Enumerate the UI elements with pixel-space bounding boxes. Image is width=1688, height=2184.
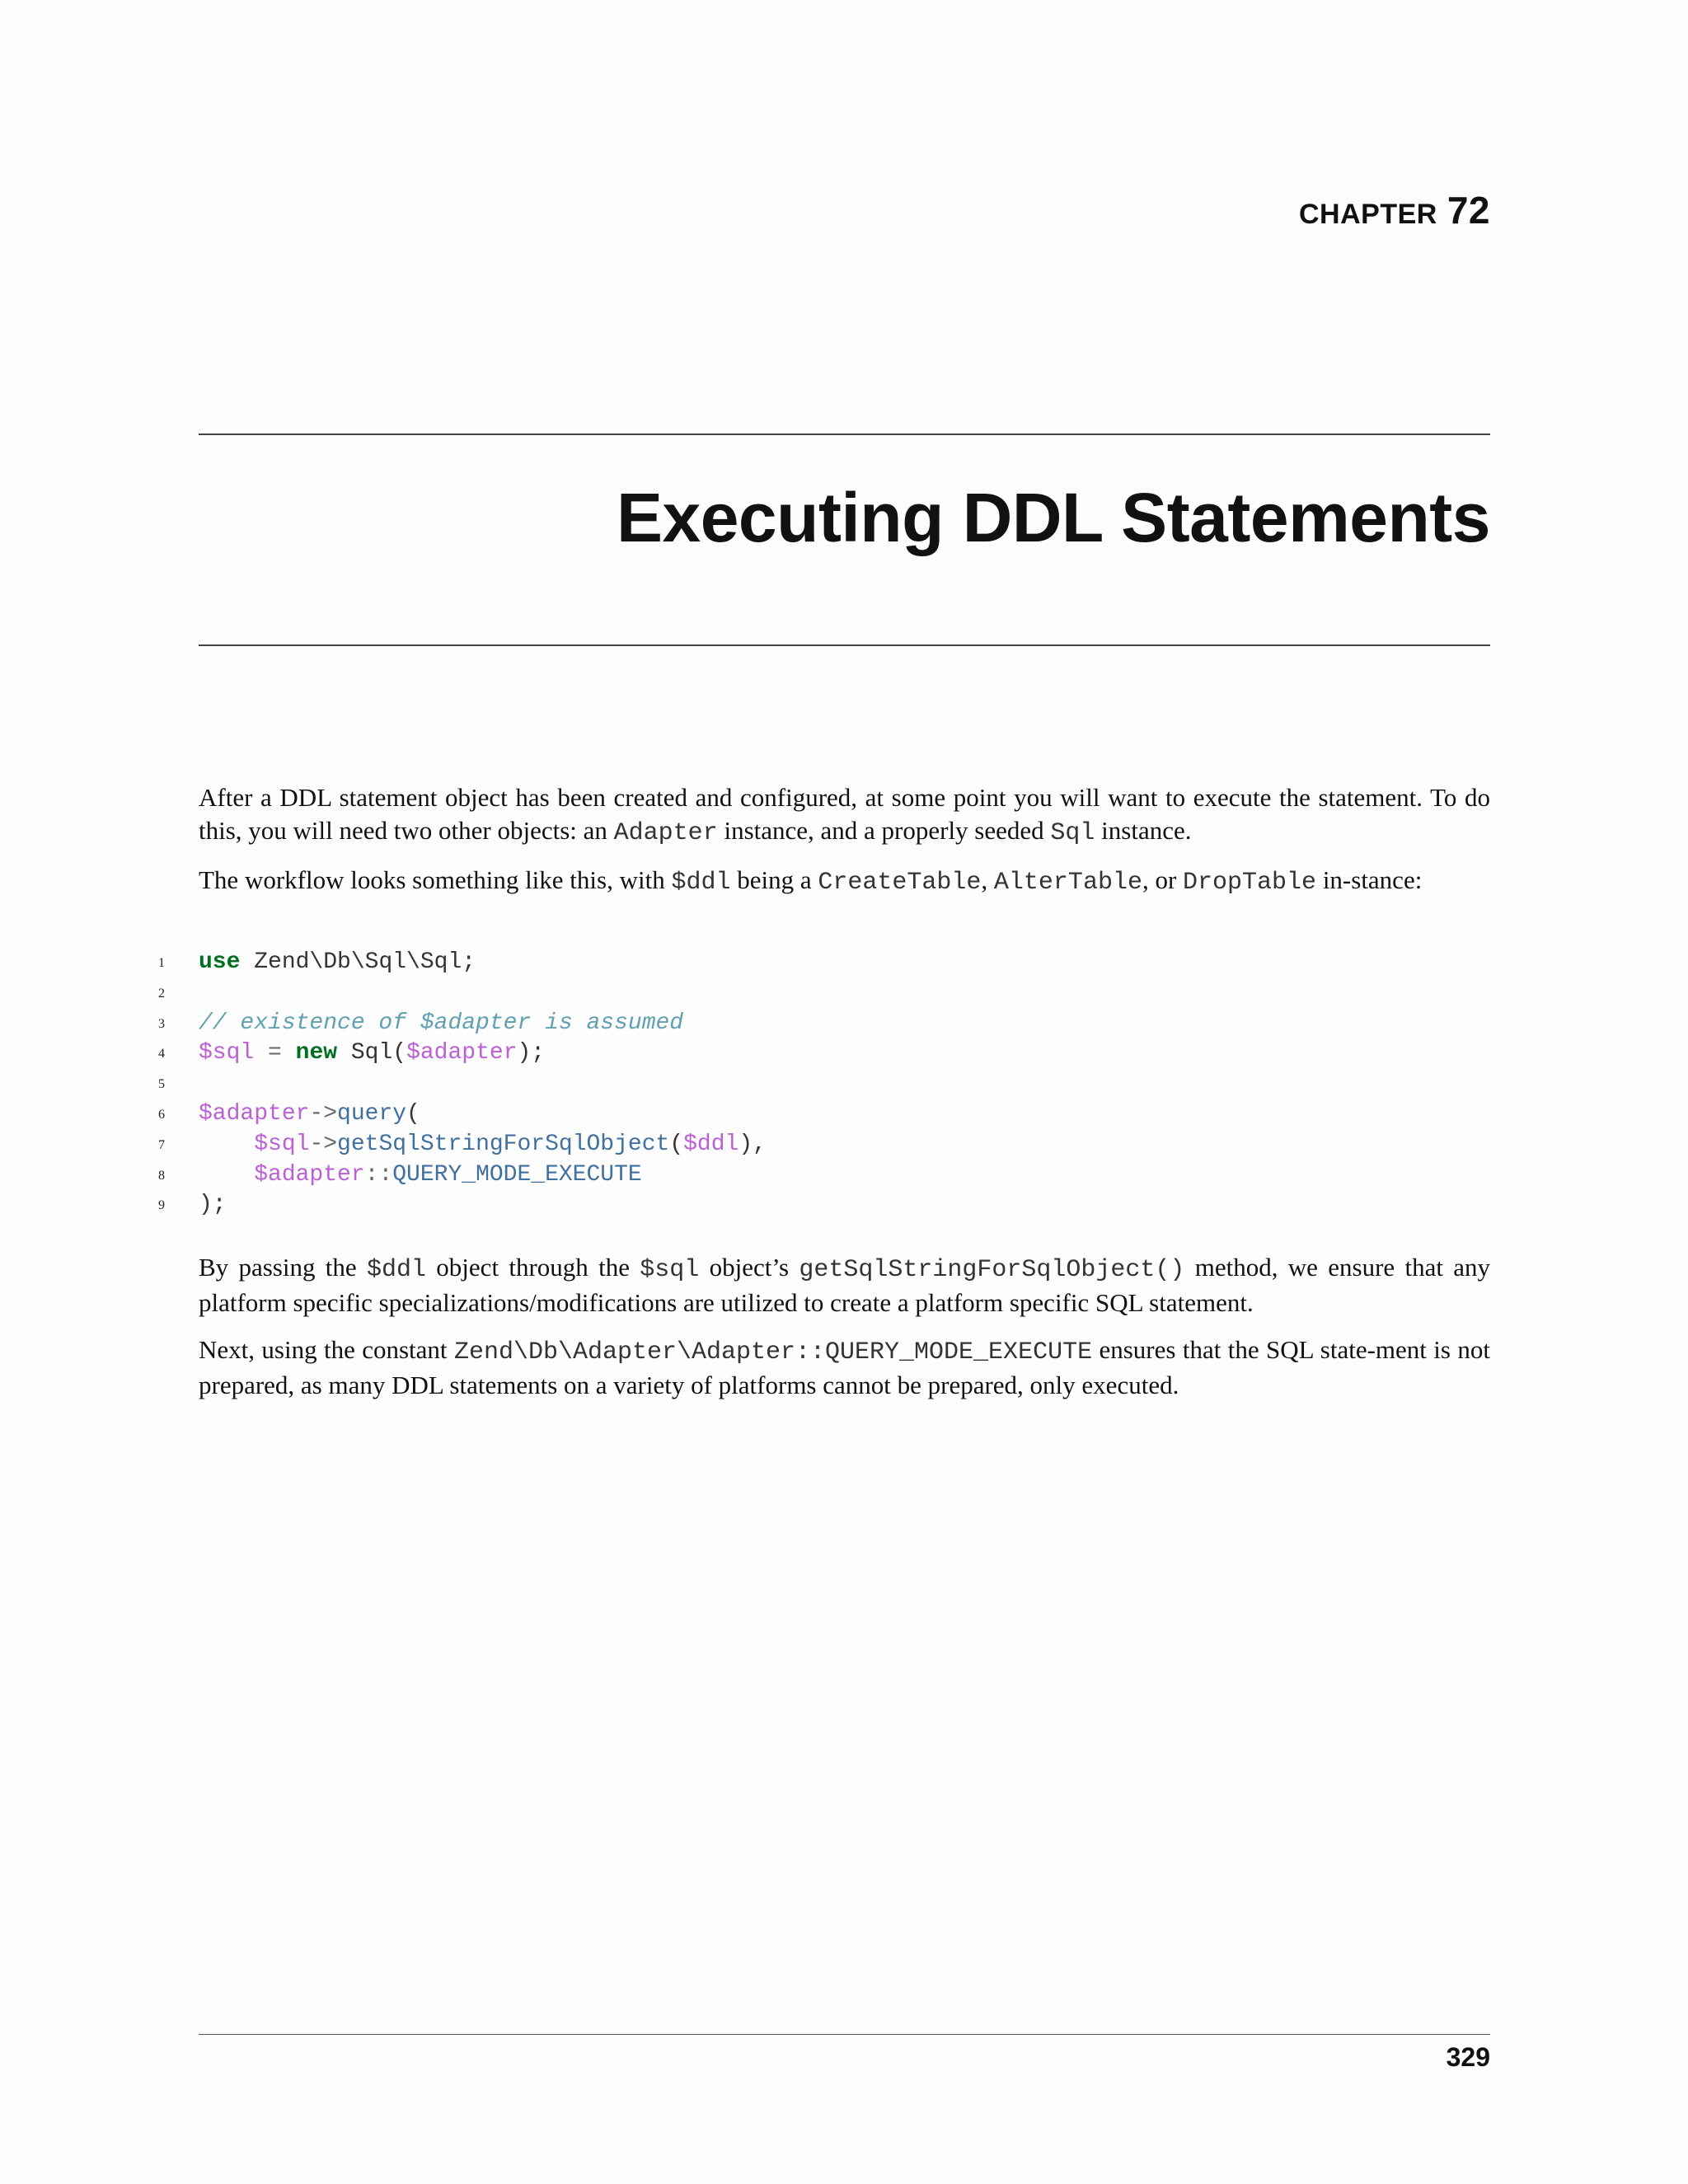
code-line <box>0 1190 1688 1221</box>
line-number: 8 <box>158 1168 165 1183</box>
code-keyword: use <box>199 949 241 975</box>
inline-code: Sql <box>1050 819 1095 847</box>
code-line <box>0 1099 1688 1130</box>
paragraph-explanation <box>199 1251 1490 1319</box>
text-run: object’s <box>699 1253 799 1282</box>
text-run: instance, and a properly seeded <box>717 816 1051 845</box>
code-line <box>0 1009 1688 1039</box>
code-text <box>199 1160 642 1190</box>
page-number: 329 <box>1446 2042 1490 2072</box>
inline-code: Adapter <box>613 819 718 847</box>
line-number: 9 <box>158 1198 165 1213</box>
code-plain: ( <box>669 1131 684 1157</box>
text-run: ensures that the SQL state-ment is not prepared, as many DDL statements on a variety of platforms cannot be prepared, only executed. <box>199 1335 1490 1399</box>
code-line <box>0 1069 1688 1099</box>
text-run: After a DDL statement object has been created and configured, at some point you will want to execute the statement. To do this, you will need two other objects: an <box>199 783 1490 845</box>
code-text <box>199 948 476 977</box>
paragraph-workflow-text <box>199 864 1490 899</box>
inline-code: Zend\Db\Adapter\Adapter::QUERY_MODE_EXECUTE <box>453 1338 1093 1366</box>
code-operator: :: <box>364 1161 393 1188</box>
code-plain: Sql( <box>337 1040 407 1066</box>
code-operator: -> <box>309 1131 338 1157</box>
line-number: 7 <box>158 1137 165 1152</box>
code-line <box>0 948 1688 978</box>
inline-code: $ddl <box>671 869 731 897</box>
inline-code: AlterTable <box>993 869 1142 897</box>
text-run: The workflow looks something like this, with <box>199 865 672 894</box>
code-operator: -> <box>309 1100 338 1127</box>
text-run: being a <box>730 865 818 894</box>
text-run: , or <box>1142 865 1184 894</box>
code-text <box>199 1009 683 1038</box>
paragraph-intro-text <box>199 781 1490 850</box>
code-variable: $ddl <box>683 1131 739 1157</box>
inline-code: $sql <box>640 1256 700 1284</box>
line-number: 1 <box>158 956 165 970</box>
code-text <box>199 1130 767 1160</box>
line-number: 2 <box>158 986 165 1001</box>
code-function: getSqlStringForSqlObject <box>337 1131 670 1157</box>
code-line <box>0 1130 1688 1160</box>
page-title: Executing DDL Statements <box>616 479 1490 556</box>
paragraph-intro <box>199 781 1490 850</box>
code-variable: $sql <box>254 1131 310 1157</box>
code-variable: $sql <box>199 1040 255 1066</box>
text-run: method, we ensure that any platform specific specializations/modifications are utilized to create a platform specific SQL statement. <box>199 1253 1491 1317</box>
footer-rule <box>199 2034 1490 2035</box>
code-text <box>199 1038 545 1068</box>
title-rule-bottom <box>199 644 1490 646</box>
code-comment: // existence of $adapter is assumed <box>199 1010 684 1036</box>
paragraph-constant-text <box>199 1333 1490 1402</box>
paragraph-workflow <box>199 864 1490 899</box>
code-line <box>0 1160 1688 1191</box>
title-rule-top <box>199 434 1490 435</box>
paragraph-explanation-text <box>199 1251 1490 1319</box>
code-line <box>0 978 1688 1009</box>
text-run: instance. <box>1095 816 1192 845</box>
code-operator: = <box>254 1040 296 1066</box>
line-number: 6 <box>158 1107 165 1122</box>
chapter-word: CHAPTER <box>1298 199 1437 230</box>
paragraph-constant <box>199 1333 1490 1402</box>
code-plain: ); <box>199 1192 227 1218</box>
text-run: in-stance: <box>1316 865 1423 894</box>
text-run: object through the <box>426 1253 640 1282</box>
code-keyword: new <box>295 1040 338 1066</box>
code-plain: ( <box>406 1100 420 1127</box>
code-line <box>0 1038 1688 1069</box>
text-run: Next, using the constant <box>199 1335 454 1364</box>
code-variable: $adapter <box>254 1161 365 1188</box>
inline-code: $ddl <box>366 1256 426 1284</box>
code-variable: $adapter <box>199 1100 310 1127</box>
code-indent <box>199 1132 254 1157</box>
inline-code: DropTable <box>1183 869 1317 897</box>
code-text <box>199 1190 227 1220</box>
chapter-number: 72 <box>1447 189 1490 232</box>
code-block <box>0 948 1688 1221</box>
code-function: query <box>337 1100 407 1127</box>
code-plain: Zend\Db\Sql\Sql; <box>240 949 476 975</box>
text-run: By passing the <box>199 1253 367 1282</box>
code-indent <box>199 1162 254 1188</box>
inline-code: getSqlStringForSqlObject() <box>799 1256 1185 1284</box>
inline-code: CreateTable <box>818 869 982 897</box>
line-number: 3 <box>158 1016 165 1031</box>
chapter-label <box>1299 188 1490 232</box>
code-constant: QUERY_MODE_EXECUTE <box>392 1161 642 1188</box>
line-number: 4 <box>158 1047 165 1062</box>
text-run: , <box>981 865 994 894</box>
code-plain: ), <box>738 1131 767 1157</box>
code-variable: $adapter <box>406 1040 518 1066</box>
line-number: 5 <box>158 1077 165 1092</box>
code-text <box>199 1099 420 1129</box>
code-plain: ); <box>517 1040 546 1066</box>
